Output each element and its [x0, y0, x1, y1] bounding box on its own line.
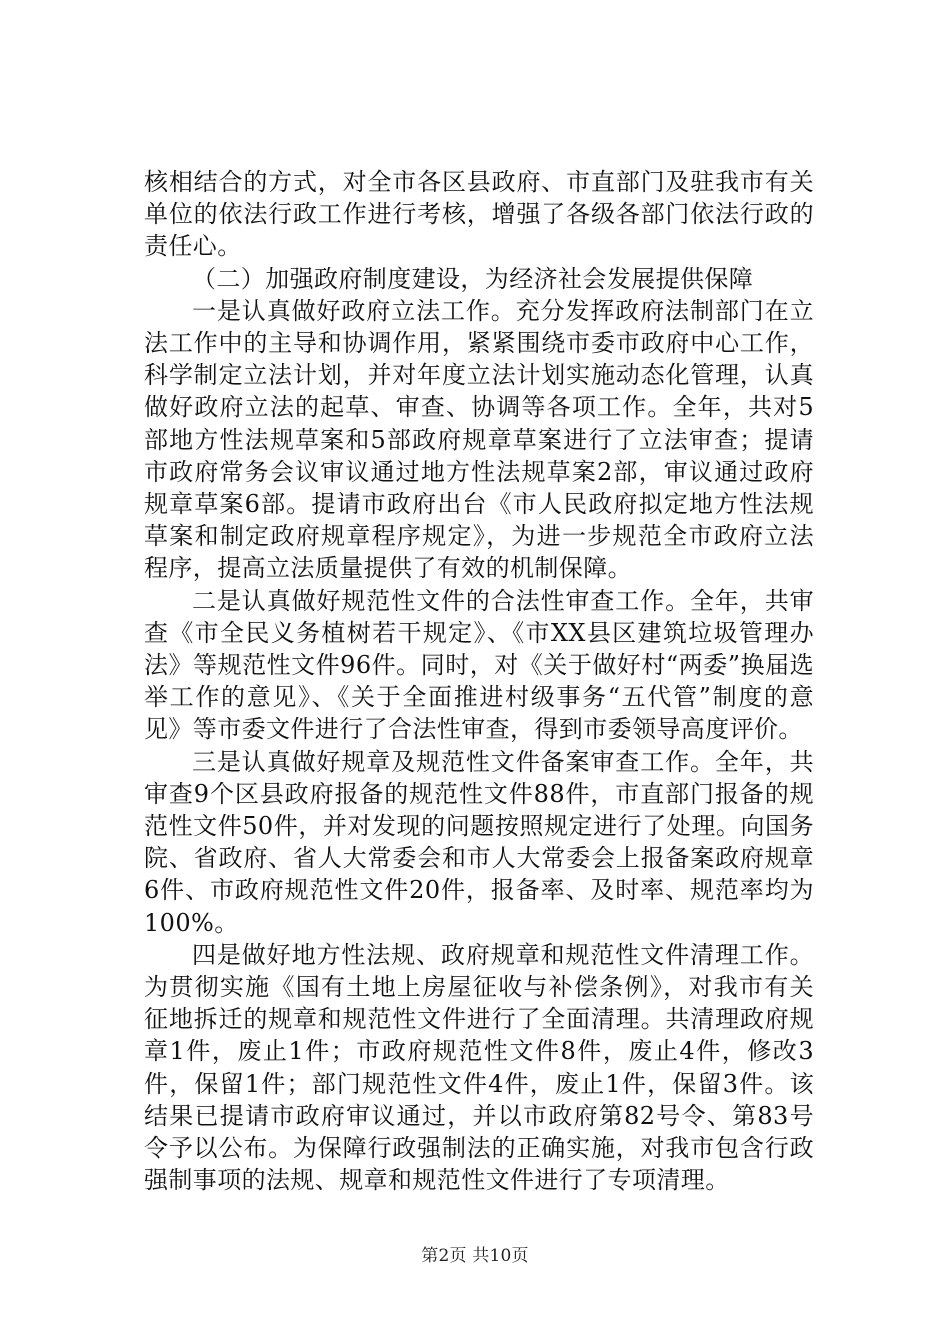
paragraph-filing-review: 三是认真做好规章及规范性文件备案审查工作。全年，共审查9个区县政府报备的规范性文件88件，市直部门报备的规范性文件50件，并对发现的问题按照规定进行了处理。向国务院、省政府、省人大常委会和市人大常委会上报备案政府规章6件、市政府规范性文件20件，报备率、及时率、规范率均为100%。 — [144, 747, 814, 937]
paragraph-legality-review: 二是认真做好规范性文件的合法性审查工作。全年，共审查《市全民义务植树若干规定》、《市XX县区建筑垃圾管理办法》等规范性文件96件。同时，对《关于做好村“两委”换届选举工作的意见》、《关于全面推进村级事务“五代管”制度的意见》等市委文件进行了合法性审查，得到市委领导高度评价。 — [144, 586, 814, 744]
paragraph-cleanup: 四是做好地方性法规、政府规章和规范性文件清理工作。为贯彻实施《国有土地上房屋征收与补偿条例》，对我市有关征地拆迁的规章和规范性文件进行了全面清理。共清理政府规章1件，废止1件；市政府规范性文件8件，废止4件，修改3件，保留1件；部门规范性文件4件，废止1件，保留3件。该结果已提请市政府审议通过，并以市政府第82号令、第83号令予以公布。为保障行政强制法的正确实施，对我市包含行政强制事项的法规、规章和规范性文件进行了专项清理。 — [144, 940, 814, 1195]
document-body — [144, 166, 814, 1197]
page-footer: 第2页 共10页 — [421, 1246, 529, 1266]
section-heading: （二）加强政府制度建设，为经济社会发展提供保障 — [192, 264, 754, 293]
paragraph-legislation: 一是认真做好政府立法工作。充分发挥政府法制部门在立法工作中的主导和协调作用，紧紧围绕市委市政府中心工作，科学制定立法计划，并对年度立法计划实施动态化管理，认真做好政府立法的起草、审查、协调等各项工作。全年，共对5部地方性法规草案和5部政府规章草案进行了立法审查；提请市政府常务会议审议通过地方性法规草案2部，审议通过政府规章草案6部。提请市政府出台《市人民政府拟定地方性法规草案和制定政府规章程序规定》，为进一步规范全市政府立法程序，提高立法质量提供了有效的机制保障。 — [144, 296, 814, 583]
paragraph-continuation: 核相结合的方式，对全市各区县政府、市直部门及驻我市有关单位的依法行政工作进行考核，增强了各级各部门依法行政的责任心。 — [144, 168, 814, 261]
